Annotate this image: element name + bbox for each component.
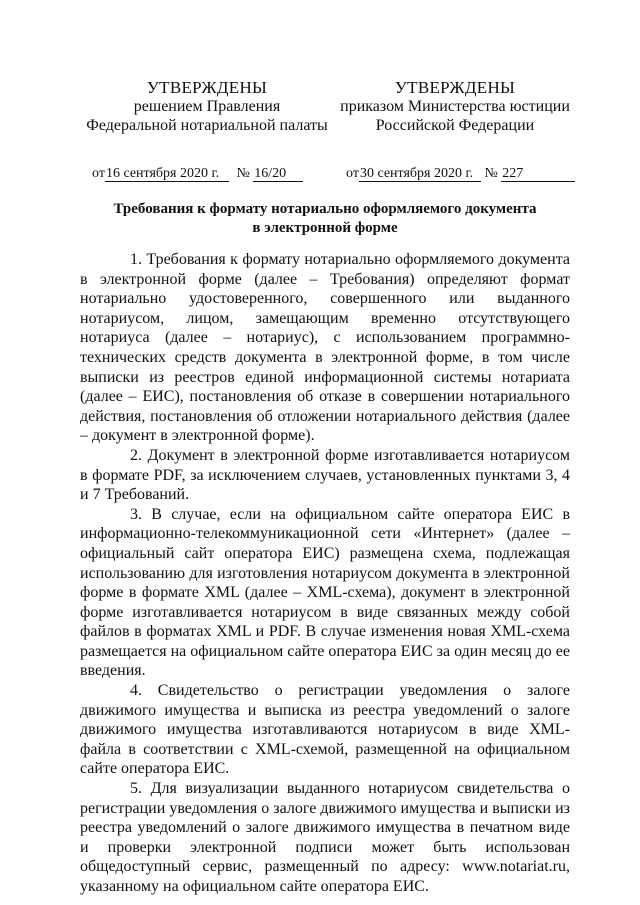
decision-date: 16 сентября 2020 г. xyxy=(105,167,229,182)
decision-number: 16/20 xyxy=(253,167,303,182)
decision-date-line xyxy=(92,166,303,182)
date-prefix: от xyxy=(92,166,105,181)
paragraph-5: 5. Для визуализации выданного нотариусом свидетельства о регистрации уведомления о залоге движимого имущества и выписки из реестра уведомлений о залоге движимого имущества в печатном виде и проверки электронной подписи может быть использован общедоступный сервис, размещенный по адресу: www.notariat.ru, указанному на официальном сайте оператора ЕИС. xyxy=(80,780,570,895)
date-prefix: от xyxy=(346,166,359,181)
approval-line: Федеральной нотариальной палаты xyxy=(86,117,328,134)
document-title xyxy=(80,200,570,238)
title-line: в электронной форме xyxy=(252,220,398,236)
paragraph-1: 1. Требования к формату нотариально оформляемого документа в электронной форме (далее – Требования) определяют формат нотариально удостоверенного, совершенного или выданного нотариусом, лицом, замещающим временно отсутствующего нотариуса (далее – нотариус), с использованием программно-технических средств документа в электронной форме, в том числе выписки из реестров единой информационной системы нотариата (далее – ЕИС), постановления об отказе в совершении нотариального действия, постановления об отложении нотариального действия (далее – документ в электронной форме). xyxy=(80,251,570,445)
approval-line: решением Правления xyxy=(133,98,281,115)
title-line: Требования к формату нотариально оформляемого документа xyxy=(113,201,537,217)
approval-line: Российской Федерации xyxy=(375,117,535,134)
approval-block-notary-chamber xyxy=(72,78,342,135)
document-body xyxy=(80,250,570,897)
paragraph-4: 4. Свидетельство о регистрации уведомления о залоге движимого имущества и выписка из реестра уведомлений о залоге движимого имущества изготавливаются нотариусом в виде XML-файла в соответствии с XML-схемой, размещенной на официальном сайте оператора ЕИС. xyxy=(80,682,570,778)
approval-block-ministry xyxy=(340,78,570,135)
order-number: 227 xyxy=(501,167,575,182)
order-date-line xyxy=(346,166,575,182)
number-label: № xyxy=(484,166,498,181)
approval-line: приказом Министерства юстиции xyxy=(340,98,570,115)
approval-heading: УТВЕРЖДЕНЫ xyxy=(394,78,516,97)
approval-heading: УТВЕРЖДЕНЫ xyxy=(146,78,268,97)
order-date: 30 сентября 2020 г. xyxy=(359,167,481,182)
paragraph-2: 2. Документ в электронной форме изготавливается нотариусом в формате PDF, за исключением случаев, установленных пунктами 3, 4 и 7 Требований. xyxy=(80,446,570,504)
paragraph-3: 3. В случае, если на официальном сайте оператора ЕИС в информационно-телекоммуникационной сети «Интернет» (далее – официальный сайт оператора ЕИС) размещена схема, подлежащая использованию для изготовления нотариусом документа в электронной форме в формате XML (далее – XML-схема), документ в электронной форме изготавливается нотариусом в виде связанных между собой файлов в форматах XML и PDF. В случае изменения новая XML-схема размещается на официальном сайте оператора ЕИС за один месяц до ее введения. xyxy=(80,505,570,680)
number-label: № xyxy=(236,166,250,181)
